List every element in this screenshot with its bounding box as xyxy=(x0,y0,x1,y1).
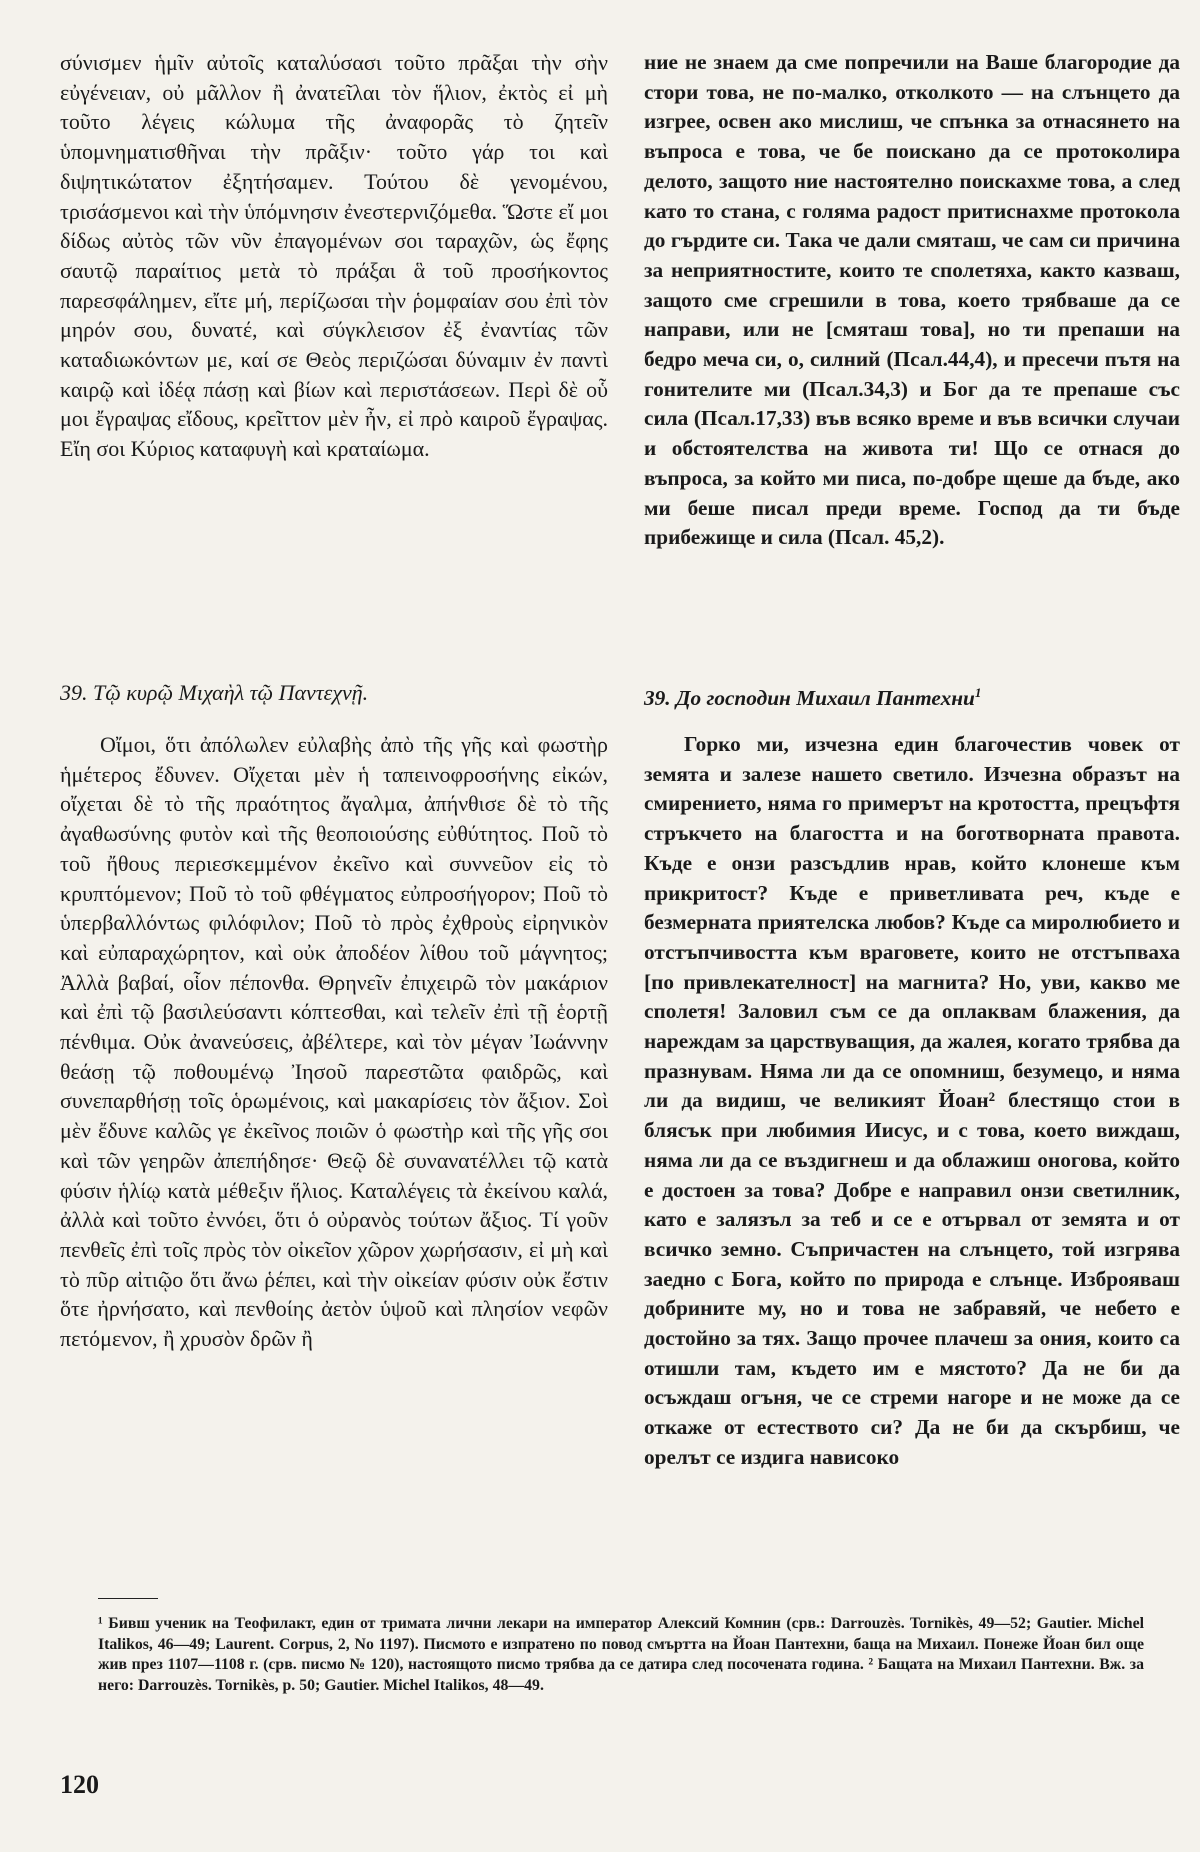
bulgarian-heading-text: 39. До господин Михаил Пантехни xyxy=(644,686,975,711)
footnote-divider xyxy=(98,1598,158,1599)
greek-paragraph-2: Οἴμοι, ὅτι ἀπόλωλεν εὐλαβὴς ἀπὸ τῆς γῆς καὶ φωστὴρ ἡμέτερος ἔδυνεν. Οἴχεται μὲν ἡ ταπεινοφροσήνης εἰκών, οἴχεται δὲ τὸ τῆς πραότητος ἄγαλμα, ἀπήνθισε δὲ τὸ τῆς ἀγαθωσύνης φυτὸν καὶ τῆς θεοποιούσης εὐθύτητος. Ποῦ τὸ τοῦ ἤθους περιεσκεμμένον ἐκεῖνο καὶ συννεῦον εἰς τὸ κρυπτόμενον; Ποῦ τὸ τοῦ φθέγματος εὐπροσήγορον; Ποῦ τὸ ὑπερβαλλόντως φιλόφιλον; Ποῦ τὸ πρὸς ἐχθροὺς εἰρηνικὸν καὶ εὐπαραχώρητον, καὶ οὐκ ἀποδέον λίθου τοῦ μάγνητος; Ἀλλὰ βαβαί, οἷον πέπονθα. Θρηνεῖν ἐπιχειρῶ τὸν μακάριον καὶ ἐπὶ τῷ βασιλεύσαντι κόπτεσθαι, καὶ τελεῖν ἐπὶ τῇ ἑορτῇ πένθιμα. Οὐκ ἀνανεύσεις, ἀβέλτερε, καὶ τὸν μέγαν Ἰωάννην θεάσῃ τῷ ποθουμένῳ Ἰησοῦ παρεστῶτα φαιδρῶς, καὶ συνεπαρθήσῃ τοῖς ὁρωμένοις, καὶ μακαρίσεις τὸν ἄξιον. Σοὶ μὲν ἔδυνε καλῶς γε ἐκεῖνος ποιῶν ὁ φωστὴρ καὶ τῆς γῆς σοι καὶ τῶν γεηρῶν ἀπεπήδησε· Θεῷ δὲ συνανατέλλει τῷ κατὰ φύσιν ἡλίῳ κατὰ μέθεξιν ἥλιος. Καταλέγεις τὰ ἐκείνου καλά, ἀλλὰ καὶ τοῦτο ἐννόει, ὅτι ὁ οὐρανὸς τούτων ἄξιος. Τί γοῦν πενθεῖς ἐπὶ τοῖς πρὸς τὸν οἰκεῖον χῶρον χωρήσασιν, εἰ μὴ καὶ τὸ πῦρ αἰτιῷο ὅτι ἄνω ῥέπει, καὶ τὴν οἰκείαν φύσιν οὐκ ἔστιν ὅτε ἠρνήσατο, καὶ πενθοίης ἀετὸν ὑψοῦ καὶ πλησίον νεφῶν πετόμενον, ἢ χρυσὸν δρῶν ἢ xyxy=(60,732,608,1352)
footnote-ref-1[interactable]: 1 xyxy=(974,685,982,700)
bulgarian-column xyxy=(644,48,1180,1469)
greek-paragraph-1: σύνισμεν ἡμῖν αὐτοῖς καταλύσασι τοῦτο πρᾶξαι τὴν σὴν εὐγένειαν, οὐ μᾶλλον ἢ ἀνατεῖλαι τὸν ἥλιον, ἐκτὸς εἰ μὴ τοῦτο λέγεις κώλυμα τῆς ἀναφορᾶς τὸ ζητεῖν ὑπομνηματισθῆναι τὴν πρᾶξιν· τοῦτο γάρ τοι καὶ διψητικώτατον ἐξητήσαμεν. Τούτου δὲ γενομένου, τρισάσμενοι καὶ τὴν ὑπόμνησιν ἐνεστερνιζόμεθα. Ὥστε εἴ μοι δίδως αὐτὸς τῶν νῦν ἐπαγομένων σοι ταραχῶν, ὡς ἔφης σαυτῷ παραίτιος μετὰ τὸ πράξαι ἃ τοῦ προσήκοντος παρεσφάλημεν, εἴτε μή, περίζωσαι τὴν ῥομφαίαν σου ἐπὶ τὸν μηρόν σου, δυνατέ, καὶ σύγκλεισον ἐξ ἐναντίας τῶν καταδιωκόντων με, καί σε Θεὸς περιζώσαι δύναμιν ἐν παντὶ καιρῷ καὶ ἰδέᾳ πάσῃ καὶ βίων καὶ περιστάσεων. Περὶ δὲ οὗ μοι ἔγραψας εἴδους, κρεῖττον μὲν ἦν, εἰ πρὸ καιροῦ ἔγραψας. Εἴη σοι Κύριος καταφυγὴ καὶ κραταίωμα. xyxy=(60,50,608,462)
greek-column xyxy=(60,48,608,1352)
bulgarian-paragraph-2: Горко ми, изчезна един благочестив човек от земята и залезе нашето светило. Изчезна образът на смирението, няма го примерът на кротостта, прецъфтя стръкчето на благостта и на боготворната правота. Къде е онзи разсъдлив нрав, който клонеше към прикритост? Къде е приветливата реч, къде е безмерната приятелска любов? Къде са миролюбието и отстъпчивостта към враговете, които не отстъпваха [по привлекателност] на магнита? Но, уви, какво ме сполетя! Заловил съм се да оплаквам блажения, да нареждам за царствуващия, да жалея, когато трябва да празнувам. Няма ли да се опомниш, безумецо, и няма ли да видиш, че великият Йоан² блестящо стои в блясък при любимия Иисус, и с това, което виждаш, няма ли да се въздигнеш и да облажиш оногова, който е достоен за това? Добре е направил онзи светилник, като е залязъл за теб и се е отървал от земята и от всичко земно. Съпричастен на слънцето, той изгрява заедно с Бога, който по природа е слънце. Изброяваш добрините му, но и това не забравяй, че небето е достойно за тях. Защо прочее плачеш за ония, които са отишли там, където им е мястото? Да не би да осъждаш огъня, че се стреми нагоре и не може да се откаже от естеството си? Да не би да скърбиш, че орелът се издига нависоко xyxy=(644,732,1180,1469)
bulgarian-paragraph-1: ние не знаем да сме попречили на Ваше благородие да стори това, не по-малко, отколкото — на слънцето да изгрее, освен ако мислиш, че спънка за отнасянето на въпроса е това, че бе поискано да се протоколира делото, защото ние настоятелно поискахме това, а след като то стана, с голяма радост притиснахме протокола до гърдите си. Така че дали смяташ, че сам си причина за неприятностите, които те сполетяха, както казваш, защото сме сгрешили в това, което трябваше да се направи, или не [смяташ това], но ти препаши на бедро меча си, о, силний (Псал.44,4), и пресечи пътя на гонителите ми (Псал.34,3) и Бог да те препаше със сила (Псал.17,33) във всяко време и във всички случаи и обстоятелства на живота ти! Що се отнася до въпроса, за който ми писа, по-добре щеше да бъде, ако ми беше писал преди време. Господ да ти бъде прибежище и сила (Псал. 45,2). xyxy=(644,50,1180,550)
footnotes: ¹ Бивш ученик на Теофилакт, един от тримата лични лекари на император Алексий Комнин (срв.: Darrouzès. Tornikès, 49—52; Gautier. Michel Italikos, 46—49; Laurent. Corpus, 2, No 1197). Писмото е изпратено по повод смъртта на Йоан Пантехни, баща на Михаил. Понеже Йоан бил още жив през 1107—1108 г. (срв. писмо № 120), настоящото писмо трябва да се датира след посочената година. ² Бащата на Михаил Пантехни. Вж. за него: Darrouzès. Tornikès, p. 50; Gautier. Michel Italikos, 48—49. xyxy=(98,1615,1144,1694)
greek-letter-heading: 39. Τῷ κυρῷ Μιχαὴλ τῷ Παντεχνῇ. xyxy=(60,680,369,705)
bulgarian-letter-heading xyxy=(644,678,1180,714)
page-number: 120 xyxy=(60,1770,99,1799)
